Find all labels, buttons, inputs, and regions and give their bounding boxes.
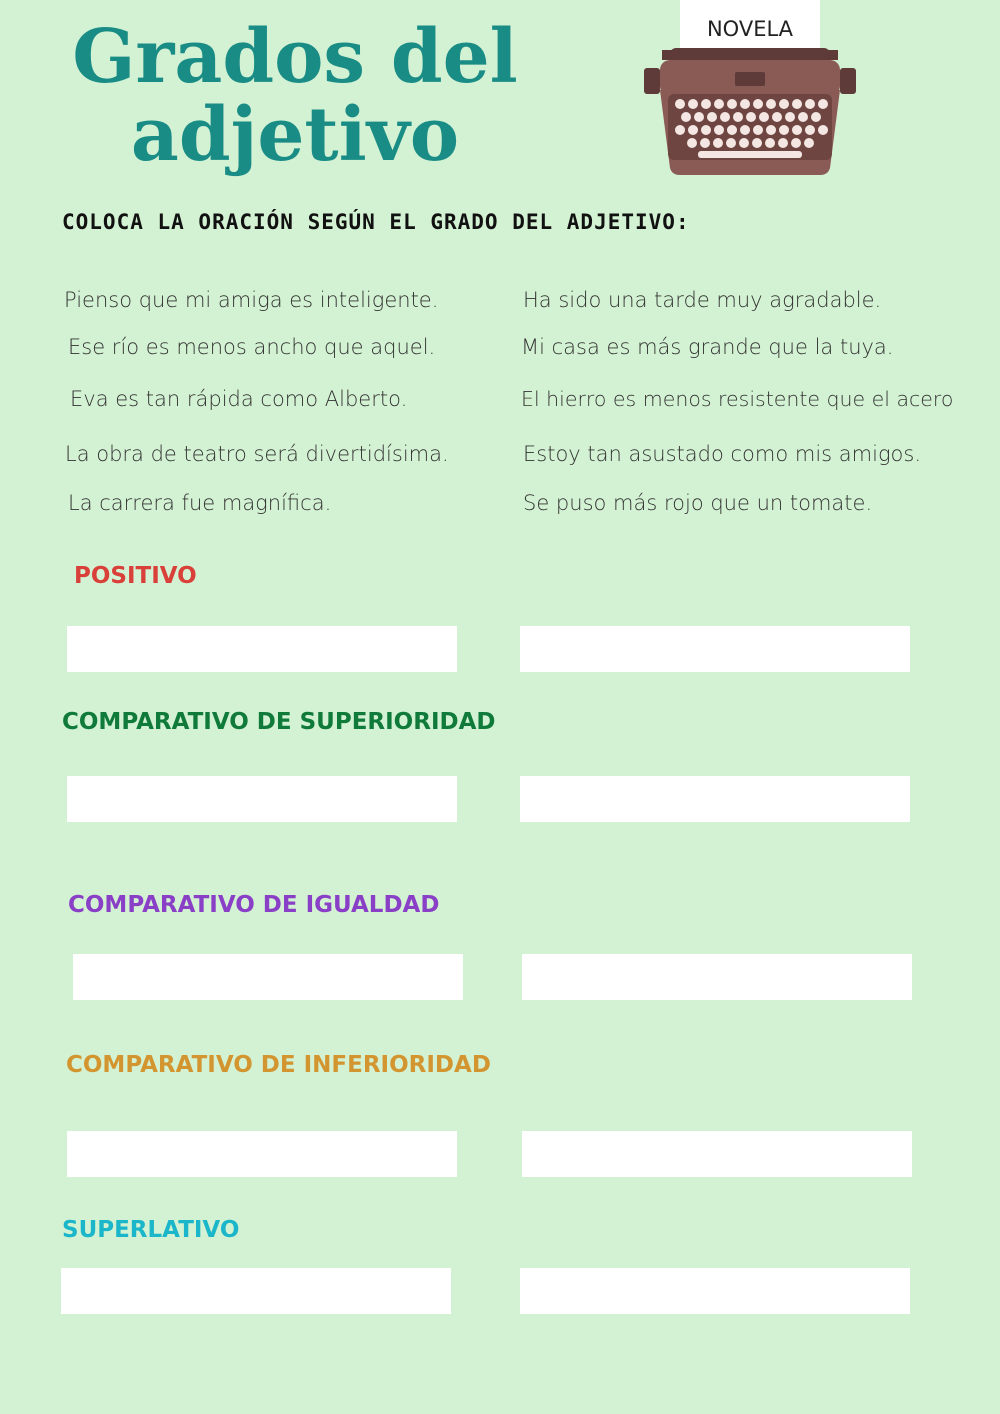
drop-zone-inferioridad-1[interactable] — [67, 1131, 457, 1177]
instruction-text: COLOCA LA ORACIÓN SEGÚN EL GRADO DEL ADJETIVO: — [62, 210, 690, 234]
sentence-right-3[interactable]: El hierro es menos resistente que el acero — [521, 387, 954, 411]
sentence-right-2[interactable]: Mi casa es más grande que la tuya. — [521, 335, 894, 359]
drop-zone-positivo-2[interactable] — [520, 626, 910, 672]
drop-zone-superioridad-2[interactable] — [520, 776, 910, 822]
sentence-left-5[interactable]: La carrera fue magnífica. — [68, 491, 332, 515]
category-superlativo-label: SUPERLATIVO — [62, 1217, 240, 1243]
category-igualdad-label: COMPARATIVO DE IGUALDAD — [68, 892, 440, 918]
sentence-right-5[interactable]: Se puso más rojo que un tomate. — [523, 491, 873, 515]
drop-zone-superlativo-2[interactable] — [520, 1268, 910, 1314]
sentence-left-1[interactable]: Pienso que mi amiga es inteligente. — [64, 288, 439, 312]
typewriter-paper-label: NOVELA — [706, 17, 794, 41]
category-inferioridad-label: COMPARATIVO DE INFERIORIDAD — [66, 1052, 491, 1078]
sentence-left-3[interactable]: Eva es tan rápida como Alberto. — [70, 387, 408, 411]
title-line-1: Grados del — [72, 14, 518, 100]
sentence-left-2[interactable]: Ese río es menos ancho que aquel. — [68, 335, 436, 359]
drop-zone-igualdad-2[interactable] — [522, 954, 912, 1000]
category-positivo-label: POSITIVO — [74, 563, 197, 589]
category-superioridad-label: COMPARATIVO DE SUPERIORIDAD — [62, 709, 496, 735]
drop-zone-inferioridad-2[interactable] — [522, 1131, 912, 1177]
drop-zone-superioridad-1[interactable] — [67, 776, 457, 822]
drop-zone-positivo-1[interactable] — [67, 626, 457, 672]
drop-zone-igualdad-1[interactable] — [73, 954, 463, 1000]
sentence-right-1[interactable]: Ha sido una tarde muy agradable. — [523, 288, 882, 312]
title-line-2: adjetivo — [130, 92, 460, 178]
drop-zone-superlativo-1[interactable] — [61, 1268, 451, 1314]
sentence-left-4[interactable]: La obra de teatro será divertidísima. — [65, 442, 449, 466]
page-title — [60, 14, 530, 178]
sentence-right-4[interactable]: Estoy tan asustado como mis amigos. — [523, 442, 922, 466]
